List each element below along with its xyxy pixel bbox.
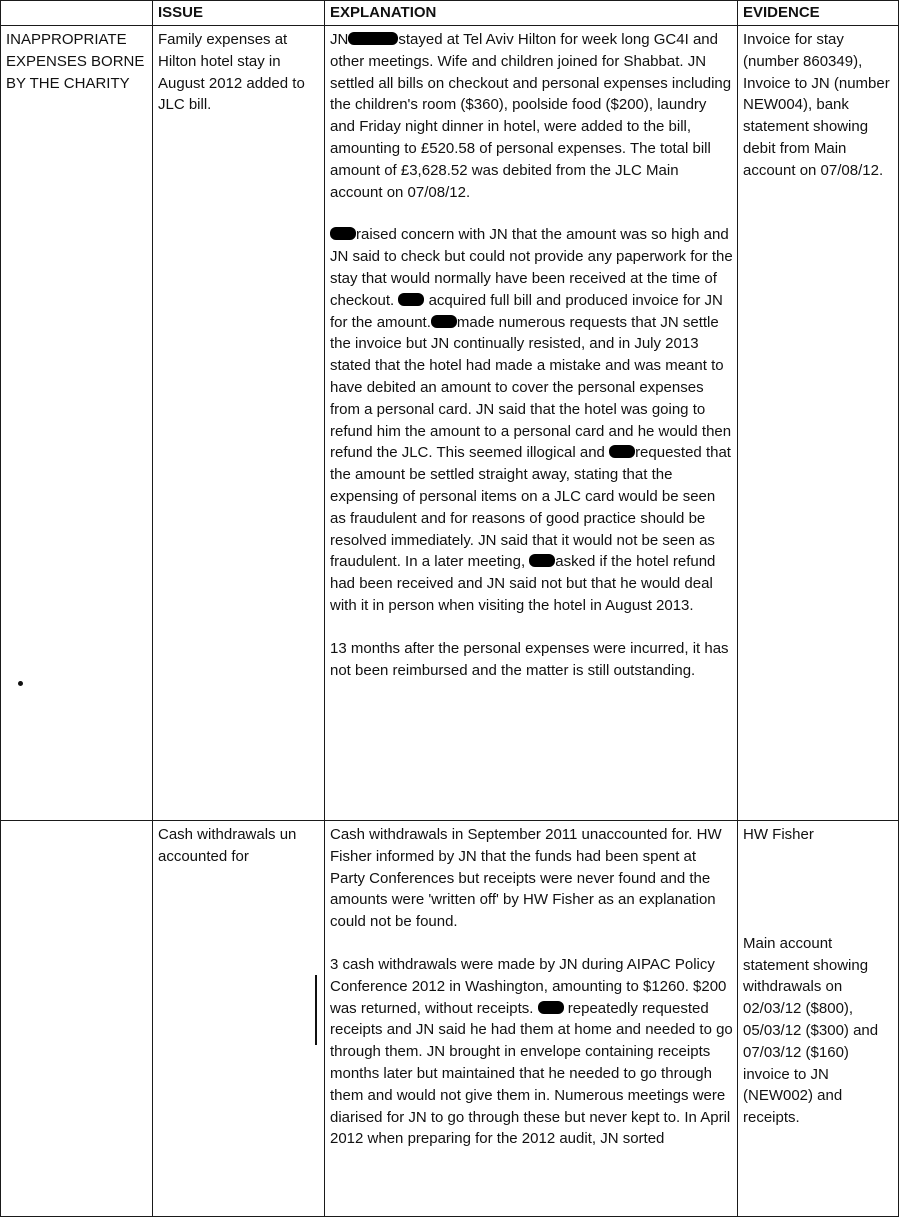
table-row xyxy=(1,26,899,821)
header-row xyxy=(1,1,899,26)
explanation-text: JN xyxy=(330,31,349,48)
header-category xyxy=(1,1,153,26)
redaction-mark xyxy=(529,554,555,567)
redaction-mark xyxy=(609,445,635,458)
explanation-text: acquired full bill and produced invoice for JN for the amount. xyxy=(330,291,723,331)
issue-cell: Cash withdrawals un accounted for xyxy=(153,821,325,1217)
header-explanation: EXPLANATION xyxy=(325,1,738,26)
redaction-mark xyxy=(538,1001,564,1014)
explanation-cell xyxy=(325,821,738,1217)
evidence-cell: Invoice for stay (number 860349), Invoice to JN (number NEW004), bank statement showing debit from Main account on 07/08/12. xyxy=(738,26,899,821)
category-cell: INAPPROPRIATE EXPENSES BORNE BY THE CHARITY xyxy=(1,26,153,821)
explanation-paragraph xyxy=(330,29,733,203)
explanation-text: requested that the amount be settled straight away, stating that the expensing of personal items on a JLC card would be seen as fraudulent and for reasons of good practice should be resolved immediately. JN said that it would not be seen as fraudulent. In a later meeting, xyxy=(330,444,731,571)
evidence-text: Main account statement showing withdrawals on 02/03/12 ($800), 05/03/12 ($300) and 07/03/12 ($160) invoice to JN (NEW002) and receipts. xyxy=(743,934,879,1127)
margin-line xyxy=(315,975,317,1045)
explanation-cell xyxy=(325,26,738,821)
redaction-mark xyxy=(330,227,356,240)
explanation-paragraph: 13 months after the personal expenses were incurred, it has not been reimbursed and the matter is still outstanding. xyxy=(330,639,729,679)
explanation-paragraph xyxy=(330,954,733,1150)
evidence-text: HW Fisher xyxy=(743,826,814,843)
redaction-mark xyxy=(431,315,457,328)
margin-dot xyxy=(18,681,23,686)
evidence-cell xyxy=(738,821,899,1217)
explanation-text: 3 cash withdrawals were made by JN during AIPAC Policy Conference 2012 in Washington, amounting to $1260. $200 was returned, without receipts. xyxy=(330,955,727,1017)
explanation-text: raised concern with JN that the amount was so high and JN said to check but could not provide any paperwork for the stay that would normally have been received at the time of checkout. xyxy=(330,226,733,309)
header-issue: ISSUE xyxy=(153,1,325,26)
explanation-text: stayed at Tel Aviv Hilton for week long GC4I and other meetings. Wife and children joined for Shabbat. JN settled all bills on checkout and personal expenses including the children's room ($360), poolside food ($200), laundry and Friday night dinner in hotel, were added to the bill, amounting to £520.58 of personal expenses. The total bill amount of £3,628.52 was debited from the JLC Main account on 07/08/12. xyxy=(330,31,732,201)
explanation-text: repeatedly requested receipts and JN said he had them at home and needed to go through them. JN brought in envelope containing receipts months later but maintained that he needed to go through them and would not give them in. Numerous meetings were diarised for JN to go through these but never kept to. In April 2012 when preparing for the 2012 audit, JN sorted xyxy=(330,999,733,1148)
explanation-paragraph xyxy=(330,224,733,616)
category-cell xyxy=(1,821,153,1217)
header-evidence: EVIDENCE xyxy=(738,1,899,26)
explanation-paragraph: Cash withdrawals in September 2011 unaccounted for. HW Fisher informed by JN that the funds had been spent at Party Conferences but receipts were never found and the amounts were 'written off' by HW Fisher as an explanation could not be found. xyxy=(330,826,722,931)
issue-cell: Family expenses at Hilton hotel stay in August 2012 added to JLC bill. xyxy=(153,26,325,821)
redaction-mark xyxy=(348,32,398,45)
redaction-mark xyxy=(398,293,424,306)
explanation-text: asked if the hotel refund had been received and JN said not but that he would deal with it in person when visiting the hotel in August 2013. xyxy=(330,553,716,614)
table-row xyxy=(1,821,899,1217)
explanation-text: made numerous requests that JN settle the invoice but JN continually resisted, and in July 2013 stated that the hotel had made a mistake and was meant to have debited an amount to cover the personal expenses from a personal card. JN said that the hotel was going to refund him the amount to a personal card and he would then refund the JLC. This seemed illogical and xyxy=(330,313,732,462)
